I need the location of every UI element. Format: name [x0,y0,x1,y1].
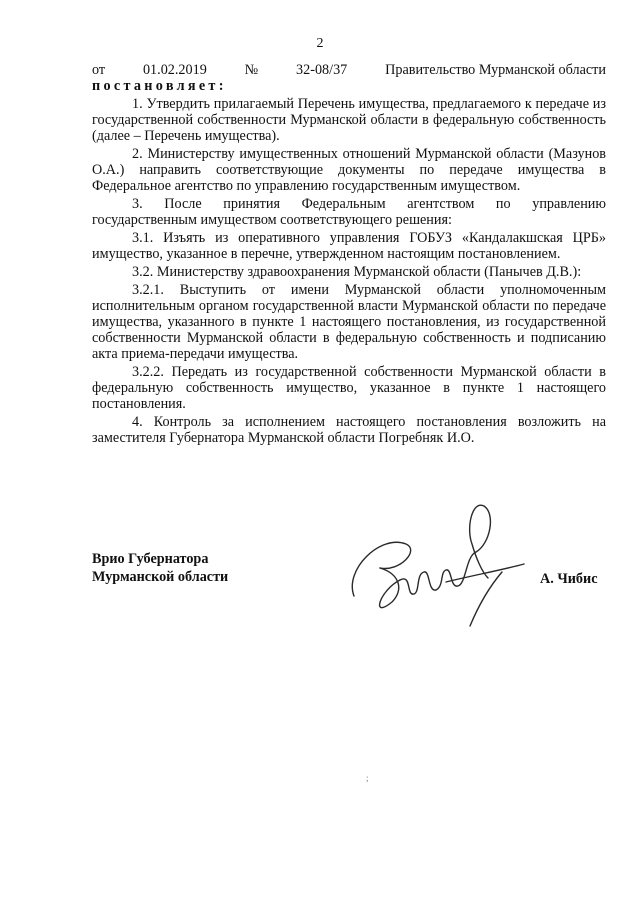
decree-word: постановляет: [92,78,227,94]
item-4: 4. Контроль за исполнением настоящего постановления возложить на заместителя Губернатора Мурманской области Погребняк И.О. [92,414,606,446]
signature-position-line2: Мурманской области [92,569,229,585]
header-number: 32-08/37 [296,62,348,78]
item-3-2: 3.2. Министерству здравоохранения Мурманской области (Панычев Д.В.): [132,264,582,280]
item-1: 1. Утвердить прилагаемый Перечень имущества, предлагаемого к передаче из государственной собственности Мурманской области в федеральную собственность (далее – Перечень имущества). [92,96,606,144]
header-date: 01.02.2019 [142,62,207,78]
stray-mark: ; [366,773,369,783]
header-number-sign: № [244,62,259,78]
item-2: 2. Министерству имущественных отношений Мурманской области (Мазунов О.А.) направить соответствующие документы по передаче имущества в Федеральное агентство по управлению государственным имуществом. [92,146,606,194]
header-from: от [92,62,106,78]
decree-body [92,96,606,446]
document-header-line [92,62,606,78]
signature-position-line1: Врио Губернатора [92,551,209,567]
item-3-2-1: 3.2.1. Выступить от имени Мурманской области уполномоченным исполнительным органом государственной власти Мурманской области по передаче имущества, указанного в пункте 1 настоящего постановления, из государственной собственности Мурманской области в федеральную собственность и подписанию акта приема-передачи имущества. [92,282,606,362]
signature-position [92,550,228,586]
item-3: 3. После принятия Федеральным агентством по управлению государственным имуществом соответствующего решения: [92,196,606,228]
item-3-2-2: 3.2.2. Передать из государственной собственности Мурманской области в федеральную собственность имущество, указанное в пункте 1 настоящего постановления. [92,364,606,412]
header-issuer: Правительство Мурманской области [385,62,606,78]
page-number: 2 [316,36,324,51]
item-3-1: 3.1. Изъять из оперативного управления ГОБУЗ «Кандалакшская ЦРБ» имущество, указанное в перечне, утвержденном настоящим постановлением. [92,230,606,262]
handwritten-signature [340,498,540,652]
signer-name: А. Чибис [540,571,598,587]
